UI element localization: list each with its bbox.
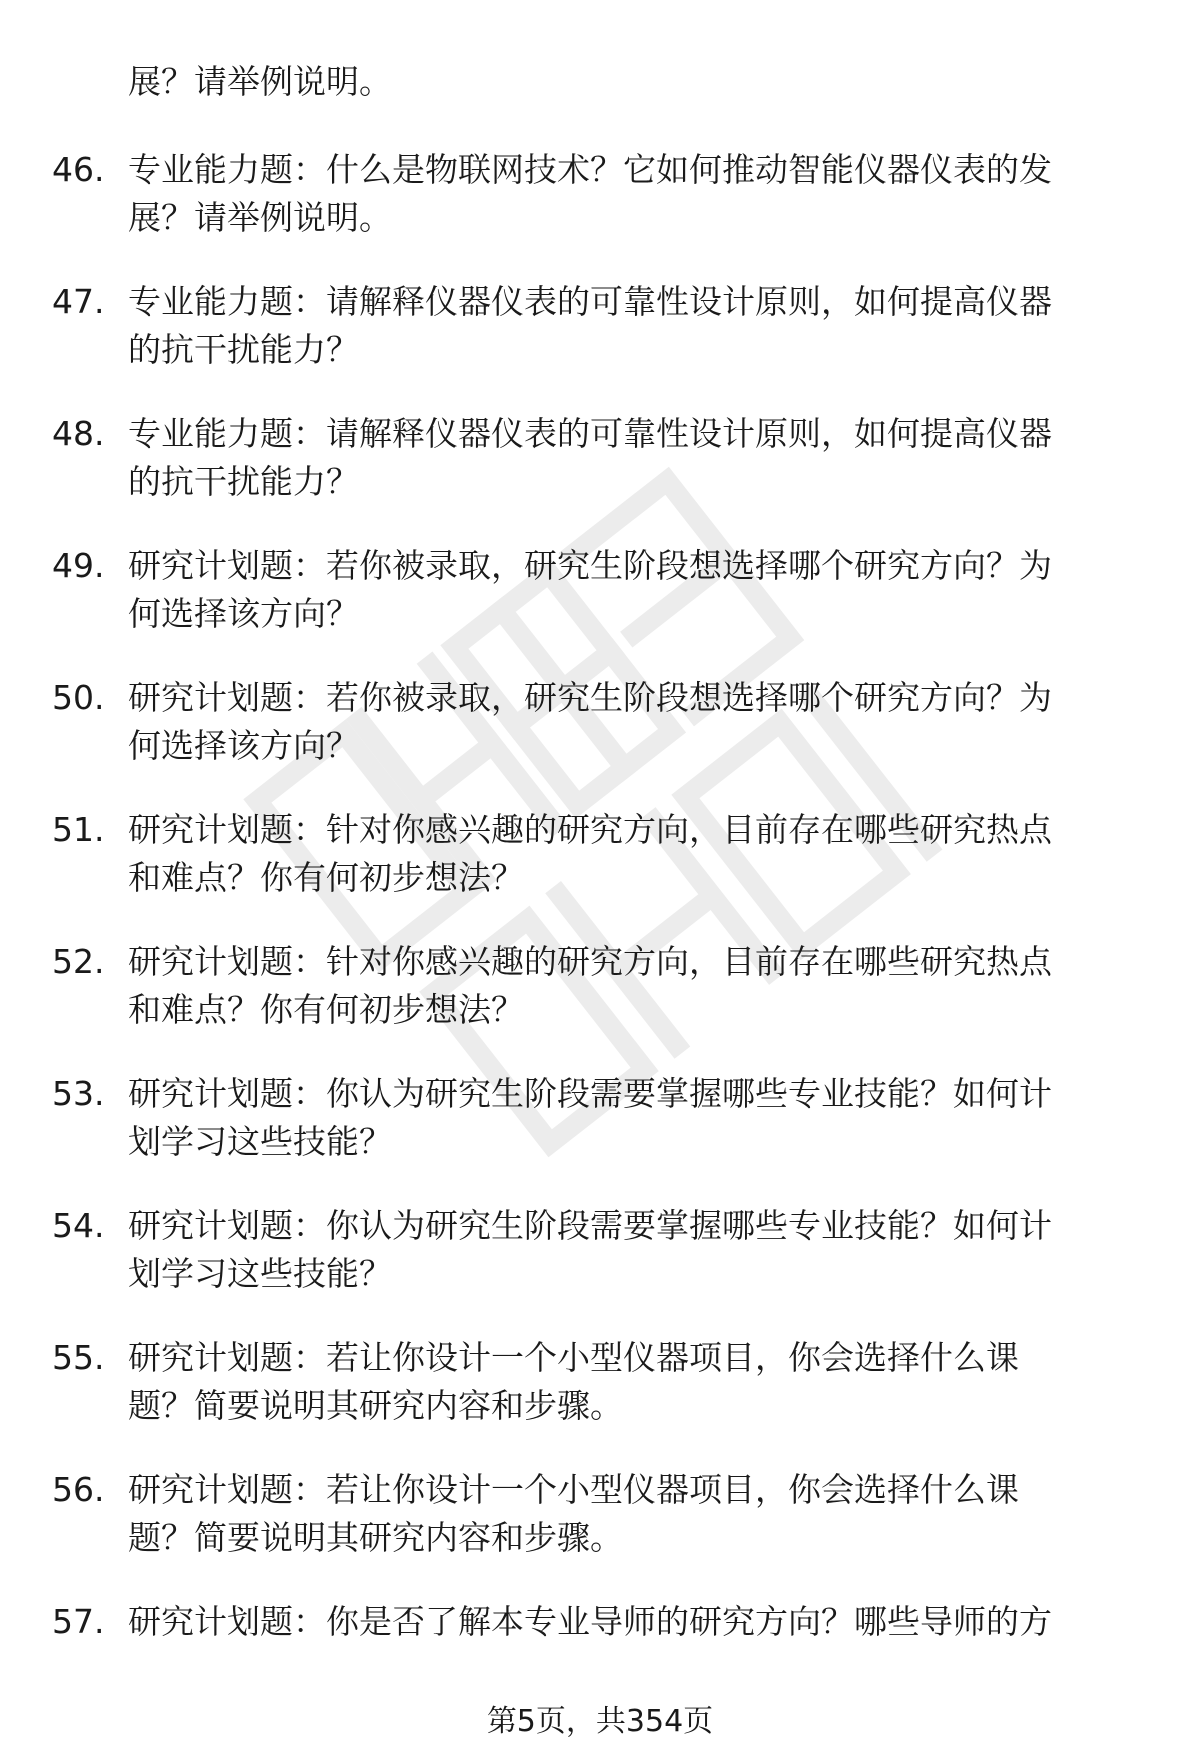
question-text-line: 研究计划题：若你被录取，研究生阶段想选择哪个研究方向？为 (128, 546, 1052, 585)
question-text (128, 1070, 1138, 1166)
question-number: 52. (52, 942, 105, 981)
question-text-line: 专业能力题：请解释仪器仪表的可靠性设计原则，如何提高仪器 (128, 414, 1052, 453)
question-continuation: 展？请举例说明。 (128, 62, 392, 101)
question-number: 57. (52, 1602, 105, 1641)
question-text (128, 1334, 1138, 1430)
question-item (0, 1334, 1200, 1466)
question-item (0, 674, 1200, 806)
question-text-line: 题？简要说明其研究内容和步骤。 (128, 1386, 623, 1425)
question-text-line: 题？简要说明其研究内容和步骤。 (128, 1518, 623, 1557)
question-text (128, 1598, 1138, 1646)
question-list (0, 146, 1200, 1730)
question-text (128, 410, 1138, 506)
question-item (0, 542, 1200, 674)
question-number: 46. (52, 150, 105, 189)
question-text (128, 146, 1138, 242)
question-item (0, 146, 1200, 278)
question-number: 55. (52, 1338, 105, 1377)
question-text-line: 研究计划题：你认为研究生阶段需要掌握哪些专业技能？如何计 (128, 1206, 1052, 1245)
question-text-line: 展？请举例说明。 (128, 198, 392, 237)
question-text (128, 806, 1138, 902)
question-number: 50. (52, 678, 105, 717)
question-text-line: 和难点？你有何初步想法？ (128, 858, 524, 897)
question-text (128, 674, 1138, 770)
question-text-line: 研究计划题：针对你感兴趣的研究方向，目前存在哪些研究热点 (128, 810, 1052, 849)
question-item (0, 410, 1200, 542)
question-text-line: 专业能力题：什么是物联网技术？它如何推动智能仪器仪表的发 (128, 150, 1052, 189)
page-footer: 第5页，共354页 (486, 1704, 714, 1739)
question-text-line: 何选择该方向？ (128, 594, 359, 633)
question-text (128, 542, 1138, 638)
question-text-line: 的抗干扰能力？ (128, 462, 359, 501)
question-text (128, 278, 1138, 374)
question-text-line: 专业能力题：请解释仪器仪表的可靠性设计原则，如何提高仪器 (128, 282, 1052, 321)
question-text-line: 研究计划题：你是否了解本专业导师的研究方向？哪些导师的方 (128, 1602, 1052, 1641)
question-item (0, 806, 1200, 938)
question-number: 51. (52, 810, 105, 849)
question-text-line: 划学习这些技能？ (128, 1122, 392, 1161)
question-text-line: 研究计划题：针对你感兴趣的研究方向，目前存在哪些研究热点 (128, 942, 1052, 981)
question-item (0, 278, 1200, 410)
question-item (0, 1202, 1200, 1334)
question-number: 49. (52, 546, 105, 585)
question-text (128, 938, 1138, 1034)
question-text-line: 和难点？你有何初步想法？ (128, 990, 524, 1029)
question-text-line: 划学习这些技能？ (128, 1254, 392, 1293)
question-text-line: 研究计划题：你认为研究生阶段需要掌握哪些专业技能？如何计 (128, 1074, 1052, 1113)
question-item (0, 1466, 1200, 1598)
question-text-line: 研究计划题：若你被录取，研究生阶段想选择哪个研究方向？为 (128, 678, 1052, 717)
question-number: 54. (52, 1206, 105, 1245)
question-text-line: 何选择该方向？ (128, 726, 359, 765)
question-text (128, 1466, 1138, 1562)
question-text (128, 1202, 1138, 1298)
question-item (0, 938, 1200, 1070)
question-item (0, 1070, 1200, 1202)
question-number: 48. (52, 414, 105, 453)
question-number: 56. (52, 1470, 105, 1509)
question-number: 47. (52, 282, 105, 321)
question-text-line: 研究计划题：若让你设计一个小型仪器项目，你会选择什么课 (128, 1470, 1019, 1509)
question-number: 53. (52, 1074, 105, 1113)
question-text-line: 研究计划题：若让你设计一个小型仪器项目，你会选择什么课 (128, 1338, 1019, 1377)
question-text-line: 的抗干扰能力？ (128, 330, 359, 369)
